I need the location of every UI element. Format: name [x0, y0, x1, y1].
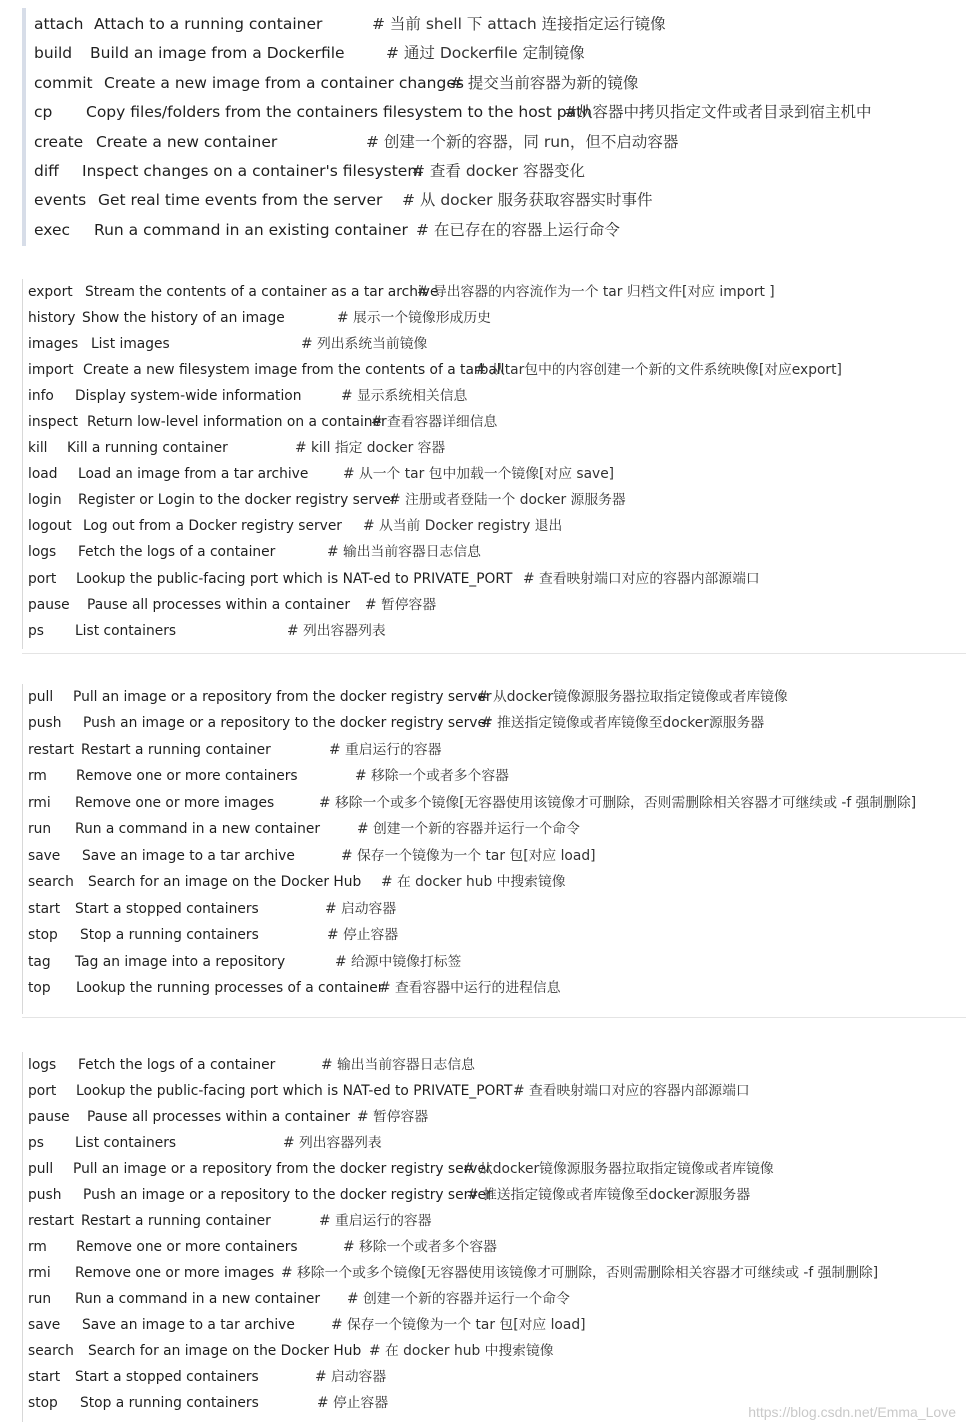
- command-name: pause: [28, 597, 70, 613]
- command-description: Register or Login to the docker registry server: [78, 492, 397, 508]
- block-divider: [22, 1017, 966, 1018]
- command-name: kill: [28, 440, 48, 456]
- command-description: Start a stopped containers: [75, 901, 259, 917]
- command-row: [23, 843, 966, 869]
- command-description: Lookup the public-facing port which is NAT-ed to PRIVATE_PORT: [76, 571, 513, 587]
- command-description: Restart a running container: [81, 742, 271, 758]
- command-name: top: [28, 980, 51, 996]
- command-name: stop: [28, 1395, 58, 1411]
- command-comment: # 暂停容器: [357, 1109, 429, 1125]
- command-comment: # 重启运行的容器: [319, 1213, 432, 1229]
- command-row: [23, 975, 966, 1001]
- command-comment: # 在 docker hub 中搜索镜像: [369, 1343, 554, 1359]
- command-name: events: [34, 191, 87, 209]
- watermark: https://blog.csdn.net/Emma_Love: [748, 1404, 956, 1420]
- command-name: tag: [28, 954, 51, 970]
- command-comment: # 保存一个镜像为一个 tar 包[对应 load]: [341, 848, 596, 864]
- command-row: [23, 592, 966, 618]
- command-row: [23, 435, 966, 461]
- command-row: [23, 949, 966, 975]
- command-row: [23, 357, 966, 383]
- command-row: [23, 1364, 966, 1390]
- command-name: run: [28, 821, 52, 837]
- command-comment: # 重启运行的容器: [329, 742, 442, 758]
- command-name: cp: [34, 103, 53, 121]
- command-comment: # 从tar包中的内容创建一个新的文件系统映像[对应export]: [475, 362, 842, 378]
- command-row: [23, 684, 966, 710]
- command-comment: # 在已存在的容器上运行命令: [416, 221, 620, 239]
- command-comment: # 创建一个新的容器并运行一个命令: [347, 1291, 570, 1307]
- command-comment: # 列出容器列表: [283, 1135, 382, 1151]
- command-comment: # 查看容器中运行的进程信息: [379, 980, 561, 996]
- command-comment: # 从当前 Docker registry 退出: [363, 518, 563, 534]
- command-row: [26, 186, 966, 215]
- command-comment: # 推送指定镜像或者库镜像至docker源服务器: [481, 715, 765, 731]
- command-comment: # 给源中镜像打标签: [335, 954, 462, 970]
- command-comment: # 输出当前容器日志信息: [321, 1057, 475, 1073]
- command-comment: # 创建一个新的容器，同 run，但不启动容器: [366, 133, 679, 151]
- command-comment: # 暂停容器: [365, 597, 437, 613]
- command-comment: # 查看映射端口对应的容器内部源端口: [513, 1083, 750, 1099]
- command-name: rm: [28, 1239, 47, 1255]
- command-description: Attach to a running container: [94, 15, 323, 33]
- command-description: Push an image or a repository to the docker registry server: [83, 1187, 492, 1203]
- command-row: [23, 1156, 966, 1182]
- command-name: start: [28, 1369, 61, 1385]
- command-row: [23, 331, 966, 357]
- command-name: save: [28, 848, 61, 864]
- command-row: [26, 128, 966, 157]
- command-description: Pause all processes within a container: [87, 597, 350, 613]
- command-name: logs: [28, 1057, 57, 1073]
- command-row: [23, 539, 966, 565]
- command-row: [23, 1104, 966, 1130]
- command-description: Save an image to a tar archive: [82, 1317, 295, 1333]
- command-comment: # 在 docker hub 中搜索镜像: [381, 874, 566, 890]
- command-name: info: [28, 388, 54, 404]
- command-row: [23, 896, 966, 922]
- command-description: Run a command in an existing container: [94, 221, 408, 239]
- command-block-4: [22, 1052, 966, 1422]
- command-block-3: [22, 684, 966, 1014]
- command-comment: # 推送指定镜像或者库镜像至docker源服务器: [467, 1187, 751, 1203]
- command-name: pull: [28, 1161, 54, 1177]
- command-row: [23, 409, 966, 435]
- command-description: Kill a running container: [67, 440, 228, 456]
- command-description: Pull an image or a repository from the docker registry server: [73, 689, 492, 705]
- command-comment: # 查看容器详细信息: [371, 414, 498, 430]
- command-row: [23, 869, 966, 895]
- command-row: [23, 816, 966, 842]
- command-name: ps: [28, 623, 44, 639]
- command-name: restart: [28, 742, 74, 758]
- command-name: push: [28, 715, 62, 731]
- command-description: Pause all processes within a container: [87, 1109, 350, 1125]
- command-comment: # 启动容器: [325, 901, 397, 917]
- command-block-1: [22, 8, 966, 246]
- command-row: [23, 1078, 966, 1104]
- command-name: search: [28, 874, 74, 890]
- command-description: Remove one or more images: [75, 795, 275, 811]
- command-row: [23, 710, 966, 736]
- command-comment: # 停止容器: [327, 927, 399, 943]
- command-description: Lookup the public-facing port which is NAT-ed to PRIVATE_PORT: [76, 1083, 513, 1099]
- command-name: rmi: [28, 795, 51, 811]
- command-description: Return low-level information on a container: [87, 414, 387, 430]
- command-row: [23, 790, 966, 816]
- command-name: ps: [28, 1135, 44, 1151]
- command-description: Search for an image on the Docker Hub: [88, 874, 362, 890]
- command-row: [26, 39, 966, 68]
- command-comment: # 查看 docker 容器变化: [412, 162, 585, 180]
- command-row: [23, 461, 966, 487]
- command-comment: # 显示系统相关信息: [341, 388, 468, 404]
- command-comment: # 从一个 tar 包中加载一个镜像[对应 save]: [343, 466, 615, 482]
- command-comment: # 当前 shell 下 attach 连接指定运行镜像: [372, 15, 666, 33]
- command-comment: # 注册或者登陆一个 docker 源服务器: [389, 492, 626, 508]
- command-name: stop: [28, 927, 58, 943]
- block-divider: [22, 653, 966, 654]
- command-comment: # 移除一个或多个镜像[无容器使用该镜像才可删除，否则需删除相关容器才可继续或 -f 强制删除]: [281, 1265, 879, 1281]
- command-description: Remove one or more containers: [76, 1239, 298, 1255]
- command-row: [26, 98, 966, 127]
- command-description: Get real time events from the server: [98, 191, 383, 209]
- command-comment: # 创建一个新的容器并运行一个命令: [357, 821, 580, 837]
- command-row: [23, 763, 966, 789]
- command-comment: # 移除一个或者多个容器: [355, 768, 509, 784]
- command-comment: # 从docker镜像源服务器拉取指定镜像或者库镜像: [477, 689, 788, 705]
- command-name: images: [28, 336, 79, 352]
- command-description: Run a command in a new container: [75, 821, 321, 837]
- command-description: Display system-wide information: [75, 388, 302, 404]
- command-description: Create a new filesystem image from the contents of a tarball: [83, 362, 505, 378]
- command-description: Inspect changes on a container's filesystem: [82, 162, 423, 180]
- command-block-2: [22, 279, 966, 649]
- command-comment: # 从 docker 服务获取容器实时事件: [402, 191, 653, 209]
- command-description: Restart a running container: [81, 1213, 271, 1229]
- command-description: Create a new container: [96, 133, 278, 151]
- command-comment: # 移除一个或者多个容器: [343, 1239, 497, 1255]
- command-description: Stop a running containers: [80, 927, 259, 943]
- command-name: pull: [28, 689, 54, 705]
- command-comment: # 保存一个镜像为一个 tar 包[对应 load]: [331, 1317, 586, 1333]
- command-row: [23, 513, 966, 539]
- command-comment: # 从docker镜像源服务器拉取指定镜像或者库镜像: [463, 1161, 774, 1177]
- command-name: rm: [28, 768, 47, 784]
- command-comment: # 移除一个或多个镜像[无容器使用该镜像才可删除，否则需删除相关容器才可继续或 -f 强制删除]: [319, 795, 917, 811]
- command-name: push: [28, 1187, 62, 1203]
- command-row: [23, 1338, 966, 1364]
- command-description: Run a command in a new container: [75, 1291, 321, 1307]
- command-description: List containers: [75, 1135, 177, 1151]
- command-row: [26, 157, 966, 186]
- command-row: [26, 216, 966, 245]
- command-comment: # 输出当前容器日志信息: [327, 544, 481, 560]
- command-description: Stop a running containers: [80, 1395, 259, 1411]
- command-description: Load an image from a tar archive: [78, 466, 309, 482]
- command-row: [23, 1130, 966, 1156]
- command-description: Build an image from a Dockerfile: [90, 44, 345, 62]
- command-name: build: [34, 44, 73, 62]
- command-comment: # 停止容器: [317, 1395, 389, 1411]
- command-description: Save an image to a tar archive: [82, 848, 295, 864]
- command-row: [23, 737, 966, 763]
- command-row: [23, 305, 966, 331]
- command-row: [23, 487, 966, 513]
- command-row: [26, 10, 966, 39]
- command-row: [23, 279, 966, 305]
- command-comment: # 列出系统当前镜像: [301, 336, 428, 352]
- command-row: [23, 922, 966, 948]
- command-description: Remove one or more containers: [76, 768, 298, 784]
- command-name: export: [28, 284, 73, 300]
- command-name: save: [28, 1317, 61, 1333]
- command-row: [23, 1208, 966, 1234]
- command-comment: # 提交当前容器为新的镜像: [450, 74, 639, 92]
- command-description: Push an image or a repository to the docker registry server: [83, 715, 492, 731]
- command-name: pause: [28, 1109, 70, 1125]
- command-description: Remove one or more images: [75, 1265, 275, 1281]
- command-description: Tag an image into a repository: [75, 954, 286, 970]
- command-row: [23, 383, 966, 409]
- command-name: import: [28, 362, 74, 378]
- command-description: Search for an image on the Docker Hub: [88, 1343, 362, 1359]
- command-name: rmi: [28, 1265, 51, 1281]
- command-name: search: [28, 1343, 74, 1359]
- command-name: start: [28, 901, 61, 917]
- command-row: [23, 1182, 966, 1208]
- command-description: Fetch the logs of a container: [78, 544, 276, 560]
- command-comment: # 查看映射端口对应的容器内部源端口: [523, 571, 760, 587]
- command-name: logs: [28, 544, 57, 560]
- command-name: inspect: [28, 414, 79, 430]
- command-description: List images: [91, 336, 170, 352]
- command-name: history: [28, 310, 76, 326]
- command-row: [23, 566, 966, 592]
- command-name: attach: [34, 15, 84, 33]
- command-row: [23, 1286, 966, 1312]
- command-description: Copy files/folders from the containers filesystem to the host path: [86, 103, 592, 121]
- command-name: create: [34, 133, 84, 151]
- command-comment: # 展示一个镜像形成历史: [337, 310, 491, 326]
- command-row: [23, 1052, 966, 1078]
- command-row: [23, 1312, 966, 1338]
- command-row: [23, 1234, 966, 1260]
- command-comment: # kill 指定 docker 容器: [295, 440, 446, 456]
- command-name: load: [28, 466, 58, 482]
- command-description: List containers: [75, 623, 177, 639]
- command-description: Pull an image or a repository from the docker registry server: [73, 1161, 492, 1177]
- command-name: restart: [28, 1213, 74, 1229]
- command-comment: # 启动容器: [315, 1369, 387, 1385]
- command-description: Stream the contents of a container as a tar archive: [85, 284, 439, 300]
- command-name: port: [28, 571, 57, 587]
- command-description: Log out from a Docker registry server: [83, 518, 342, 534]
- command-comment: # 导出容器的内容流作为一个 tar 归档文件[对应 import ]: [417, 284, 775, 300]
- command-description: Fetch the logs of a container: [78, 1057, 276, 1073]
- command-name: exec: [34, 221, 71, 239]
- command-description: Start a stopped containers: [75, 1369, 259, 1385]
- command-comment: # 通过 Dockerfile 定制镜像: [386, 44, 585, 62]
- command-name: port: [28, 1083, 57, 1099]
- command-row: [23, 1260, 966, 1286]
- command-description: Lookup the running processes of a container: [76, 980, 384, 996]
- command-row: [23, 618, 966, 644]
- command-comment: # 列出容器列表: [287, 623, 386, 639]
- command-description: Create a new image from a container changes: [104, 74, 464, 92]
- command-row: [26, 69, 966, 98]
- command-description: Show the history of an image: [82, 310, 285, 326]
- command-comment: #从容器中拷贝指定文件或者目录到宿主机中: [564, 103, 872, 121]
- command-name: diff: [34, 162, 59, 180]
- command-name: login: [28, 492, 62, 508]
- command-name: commit: [34, 74, 93, 92]
- command-name: run: [28, 1291, 52, 1307]
- command-name: logout: [28, 518, 72, 534]
